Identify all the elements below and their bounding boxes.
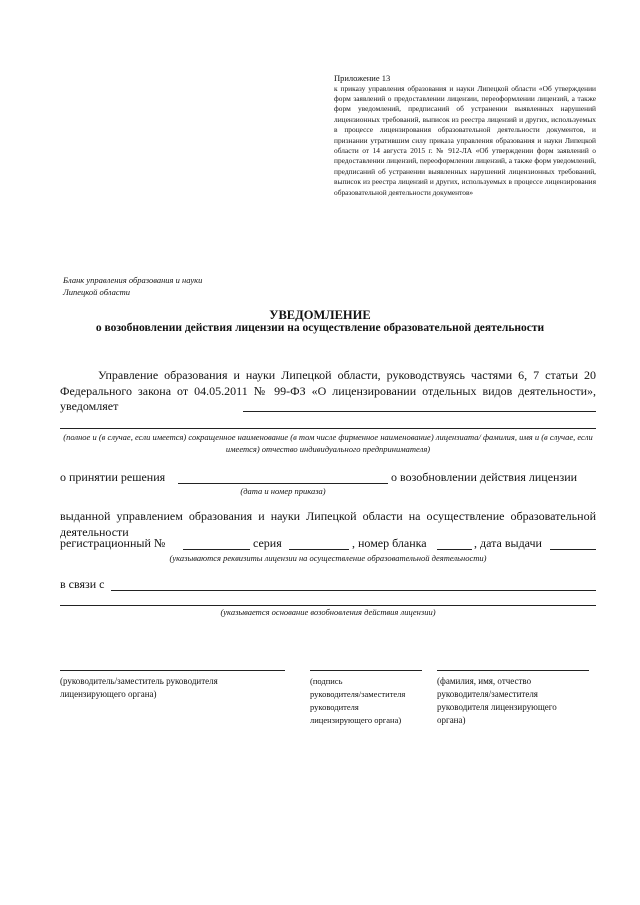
reason-field-line-1[interactable] xyxy=(111,590,596,591)
blank-no-field-line[interactable] xyxy=(437,549,472,550)
reg-no-label: регистрационный № xyxy=(60,536,166,550)
licensee-field-line-1[interactable] xyxy=(243,411,596,412)
sig-col2-line3: руководителя xyxy=(310,702,359,712)
document-subtitle: о возобновлении действия лицензии на осуществление образовательной деятельности xyxy=(95,322,545,334)
signature-col-position xyxy=(60,675,218,701)
decision-suffix: о возобновлении действия лицензии xyxy=(391,470,578,484)
issued-paragraph: выданной управлением образования и науки Липецкой области на осуществление образовательной деятельности xyxy=(60,509,596,539)
document-title: УВЕДОМЛЕНИЕ xyxy=(269,308,371,322)
reason-field-line-2[interactable] xyxy=(60,605,596,606)
sig-col3-line3: руководителя лицензирующего xyxy=(437,702,557,712)
reason-hint: (указывается основание возобновления действия лицензии) xyxy=(220,607,436,617)
letterhead-line-2: Липецкой области xyxy=(63,287,130,297)
sig-col1-line1: (руководитель/заместитель руководителя xyxy=(60,676,218,686)
head-name-line[interactable] xyxy=(437,670,589,671)
letterhead-line-1: Бланк управления образования и науки xyxy=(63,275,203,285)
blank-no-label: , номер бланка xyxy=(352,536,427,550)
sig-col1-line2: лицензирующего органа) xyxy=(60,689,157,699)
intro-paragraph: Управление образования и науки Липецкой области, руководствуясь частями 6, 7 статьи 20 Федерального закона от 04.05.2011 № 99-ФЗ «О лицензировании отдельных видов деятельности», уведомляет xyxy=(60,368,596,413)
reason-label: в связи с xyxy=(60,577,105,591)
sig-col2-line2: руководителя/заместителя xyxy=(310,689,406,699)
appendix-text: к приказу управления образования и науки Липецкой области «Об утверждении форм заявлений о предоставлении лицензии, переоформлении лицензий, а также форм уведомлений, предписаний об устранении выявленных нарушений лицензионных требований, выписок из реестра лицензий и других, используемых в процессе лицензирования образовательной деятельности документов, и признании утратившим силу приказа управления образования и науки Липецкой области от 14 августа 2015 г. № 912-ЛА «Об утверждении форм заявлений о предоставлении лицензий, переоформлении лицензий, а также форм уведомлений, предписаний об устранении выявленных нарушений лицензионных требований, выписок из реестра лицензий и других, используемых в процессе лицензирования образовательной деятельности документов» xyxy=(334,83,596,197)
licensee-hint: (полное и (в случае, если имеется) сокращенное наименование (в том числе фирменное наименование) лицензиата/ фамилия, имя и (в случае, если имеется) отчество индивидуального предпринимателя) xyxy=(63,432,593,454)
decision-hint: (дата и номер приказа) xyxy=(240,486,326,496)
appendix-title: Приложение 13 xyxy=(334,73,391,83)
signature-line[interactable] xyxy=(310,670,422,671)
decision-field-line[interactable] xyxy=(178,483,388,484)
issue-date-field-line[interactable] xyxy=(550,549,596,550)
appendix-block xyxy=(334,73,596,198)
sig-col3-line2: руководителя/заместителя xyxy=(437,689,538,699)
reg-no-field-line[interactable] xyxy=(183,549,250,550)
sig-col2-line4: лицензирующего органа) xyxy=(310,715,402,725)
series-field-line[interactable] xyxy=(289,549,349,550)
head-position-line[interactable] xyxy=(60,670,285,671)
letterhead-note xyxy=(63,274,202,298)
issue-date-label: , дата выдачи xyxy=(474,536,542,550)
licensee-field-line-2[interactable] xyxy=(60,428,596,429)
sig-col2-line1: (подпись xyxy=(310,676,343,686)
license-hint: (указываются реквизиты лицензии на осуществление образовательной деятельности) xyxy=(169,553,487,563)
sig-col3-line4: органа) xyxy=(437,715,466,725)
signature-col-signature xyxy=(310,675,405,727)
sig-col3-line1: (фамилия, имя, отчество xyxy=(437,676,532,686)
signature-col-name xyxy=(437,675,557,727)
decision-prefix: о принятии решения xyxy=(60,470,166,484)
series-label: серия xyxy=(253,536,282,550)
